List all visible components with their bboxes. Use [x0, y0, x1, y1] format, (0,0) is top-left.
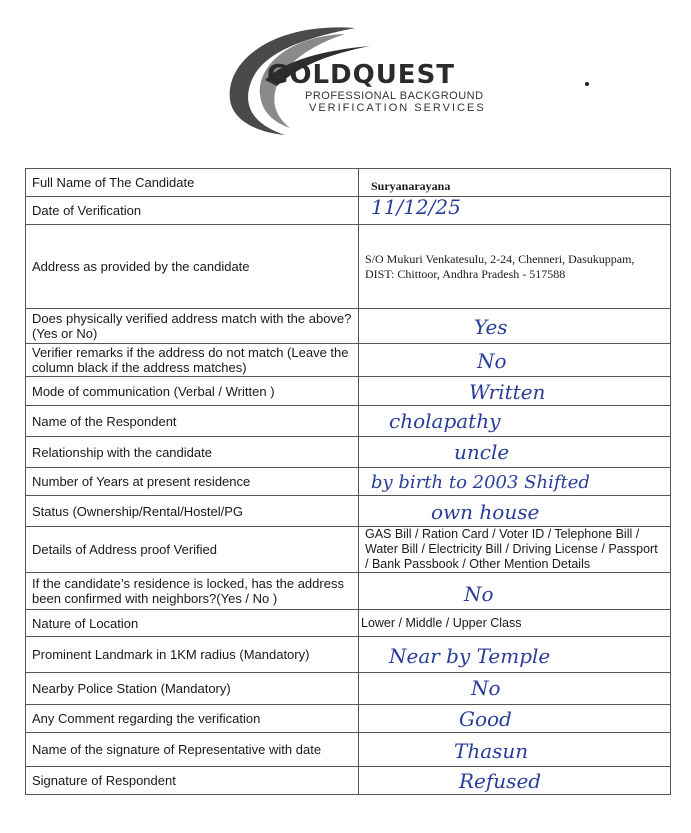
form-row-mode-of-communication [26, 377, 671, 406]
row-value [359, 637, 671, 673]
row-value [359, 377, 671, 406]
row-label: If the candidate’s residence is locked, has the address been confirmed with neighbors?(Yes / No ) [26, 573, 359, 610]
row-label: Name of the signature of Representative with date [26, 733, 359, 767]
row-label: Number of Years at present residence [26, 468, 359, 496]
form-row-landmark [26, 637, 671, 673]
row-value [359, 767, 671, 795]
address-proof-options: GAS Bill / Ration Card / Voter ID / Telephone Bill / Water Bill / Electricity Bill / Driving License / Passport / Bank Passbook / Other Mention Details [365, 527, 658, 571]
goldquest-logo [205, 20, 505, 140]
form-row-representative-signature [26, 733, 671, 767]
handwritten-signature: Refused [459, 769, 542, 793]
row-label: Relationship with the candidate [26, 437, 359, 468]
form-row-relationship [26, 437, 671, 468]
form-row-respondent-name [26, 406, 671, 437]
form-row-nature-of-location [26, 610, 671, 637]
row-value [359, 610, 671, 637]
handwritten-answer: No [464, 582, 494, 606]
row-label: Prominent Landmark in 1KM radius (Mandatory) [26, 637, 359, 673]
handwritten-date: 11/12/25 [371, 195, 461, 219]
row-label: Date of Verification [26, 197, 359, 225]
row-value [359, 705, 671, 733]
form-row-address-proof [26, 527, 671, 573]
row-value [359, 496, 671, 527]
handwritten-signature: Thasun [454, 739, 529, 763]
row-value [359, 169, 671, 197]
row-label: Nature of Location [26, 610, 359, 637]
brand-tagline-2: VERIFICATION SERVICES [309, 102, 486, 114]
row-value [359, 406, 671, 437]
row-value [359, 309, 671, 344]
form-row-respondent-signature [26, 767, 671, 795]
row-value [359, 468, 671, 496]
handwritten-answer: Yes [474, 315, 508, 339]
handwritten-answer: cholapathy [389, 409, 501, 433]
form-row-residence-locked [26, 573, 671, 610]
row-label: Verifier remarks if the address do not match (Leave the column black if the address matches) [26, 344, 359, 377]
candidate-name-value: Suryanarayana [371, 179, 451, 193]
row-value [359, 573, 671, 610]
row-label: Does physically verified address match with the above? (Yes or No) [26, 309, 359, 344]
row-label: Address as provided by the candidate [26, 225, 359, 309]
row-label: Full Name of The Candidate [26, 169, 359, 197]
handwritten-answer: No [471, 676, 501, 700]
form-row-address-match [26, 309, 671, 344]
row-label: Details of Address proof Verified [26, 527, 359, 573]
form-row-years-at-residence [26, 468, 671, 496]
handwritten-answer: No [477, 349, 507, 373]
verification-form-table [25, 168, 671, 795]
row-value [359, 225, 671, 309]
handwritten-answer: Good [459, 707, 512, 731]
form-row-status [26, 496, 671, 527]
handwritten-answer: by birth to 2003 Shifted [371, 472, 590, 493]
location-class-options: Lower / Middle / Upper Class [361, 616, 522, 630]
brand-name: GOLDQUEST [267, 60, 456, 90]
form-row-verifier-remarks [26, 344, 671, 377]
handwritten-answer: Near by Temple [389, 644, 551, 668]
handwritten-answer: Written [469, 380, 546, 404]
brand-tagline-1: PROFESSIONAL BACKGROUND [305, 90, 484, 102]
row-label: Name of the Respondent [26, 406, 359, 437]
row-value [359, 733, 671, 767]
form-row-police-station [26, 673, 671, 705]
stray-dot [585, 82, 589, 86]
row-label: Mode of communication (Verbal / Written ) [26, 377, 359, 406]
row-value [359, 197, 671, 225]
row-value [359, 437, 671, 468]
address-value: S/O Mukuri Venkatesulu, 2-24, Chenneri, Dasukuppam, DIST: Chittoor, Andhra Pradesh - 517588 [365, 251, 635, 281]
row-value [359, 527, 671, 573]
handwritten-answer: own house [431, 500, 540, 524]
form-row-comment [26, 705, 671, 733]
row-label: Nearby Police Station (Mandatory) [26, 673, 359, 705]
form-row-date [26, 197, 671, 225]
form-row-full-name [26, 169, 671, 197]
row-value [359, 673, 671, 705]
row-label: Any Comment regarding the verification [26, 705, 359, 733]
row-label: Status (Ownership/Rental/Hostel/PG [26, 496, 359, 527]
form-row-address [26, 225, 671, 309]
row-value [359, 344, 671, 377]
row-label: Signature of Respondent [26, 767, 359, 795]
handwritten-answer: uncle [454, 440, 510, 464]
